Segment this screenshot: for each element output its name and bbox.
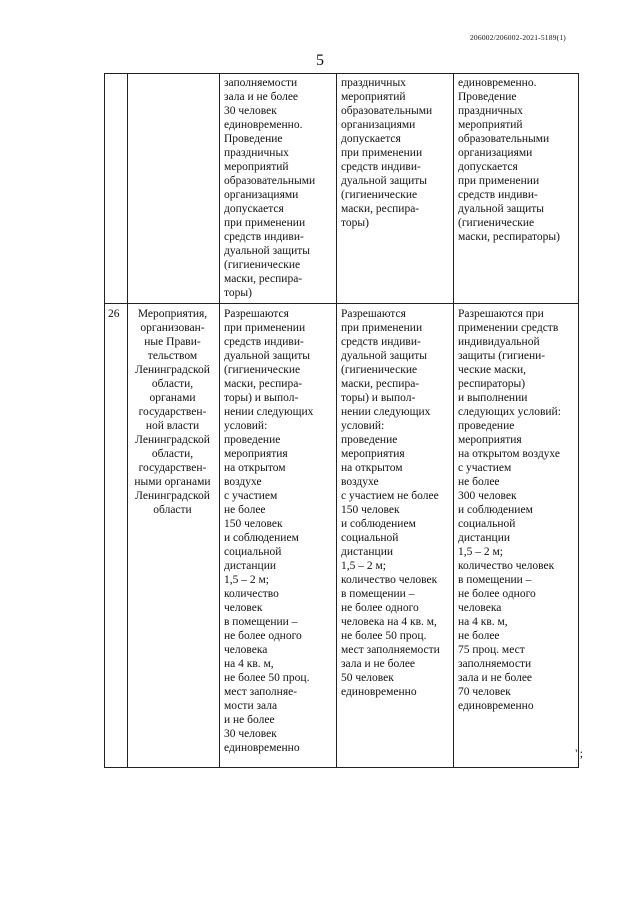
restriction-cell: единовременно. Проведение праздничных мероприятий образовательными организациями допускается при применении средств индиви- дуальной защиты (гигиенические маски, респираторы): [454, 74, 579, 304]
restriction-cell: Разрешаются при применении средств индивидуальной защиты (гигиени- ческие маски, респираторы) и выполнении следующих условий: проведение мероприятия на открытом воздухе с участием не более 300 человек и соблюдением социальной дистанции 1,5 – 2 м; количество человек в помещении – не более одного человека на 4 кв. м, не более 75 проц. мест заполняемости зала и не более 70 человек единовременно: [454, 304, 579, 768]
table-row: [105, 304, 579, 768]
document-code: 206002/206002-2021-5189(1): [469, 33, 566, 42]
row-number-cell: 26: [105, 304, 128, 768]
restriction-cell: заполняемости зала и не более 30 человек единовременно. Проведение праздничных мероприятий образовательными организациями допускается при применении средств индиви- дуальной защиты (гигиенические маски, респира- торы): [220, 74, 337, 304]
restriction-cell: праздничных мероприятий образовательными организациями допускается при применении средств индиви- дуальной защиты (гигиенические маски, респира- торы): [337, 74, 454, 304]
table-row: [105, 74, 579, 304]
event-type-cell: [128, 74, 220, 304]
event-type-cell: Мероприятия, организован- ные Прави- тельством Ленинградской области, органами государствен- ной власти Ленинградской области, государствен- ными органами Ленинградской области: [128, 304, 220, 768]
page-number: 5: [316, 52, 324, 69]
restriction-cell: Разрешаются при применении средств индиви- дуальной защиты (гигиенические маски, респира- торы) и выпол- нении следующих условий: проведение мероприятия на открытом воздухе с участием не более 150 человек и соблюдением социальной дистанции 1,5 – 2 м; количество человек в помещении – не более одного человека на 4 кв. м, не более 50 проц. мест заполняе- мости зала и не более 30 человек единовременно: [220, 304, 337, 768]
closing-quote-mark: ";: [575, 748, 583, 760]
row-number-cell: [105, 74, 128, 304]
regulations-table: [104, 73, 579, 768]
restriction-cell: Разрешаются при применении средств индиви- дуальной защиты (гигиенические маски, респира- торы) и выпол- нении следующих условий: проведение мероприятия на открытом воздухе с участием не более 150 человек и соблюдением социальной дистанции 1,5 – 2 м; количество человек в помещении – не более одного человека на 4 кв. м, не более 50 проц. мест заполняемости зала и не более 50 человек единовременно: [337, 304, 454, 768]
